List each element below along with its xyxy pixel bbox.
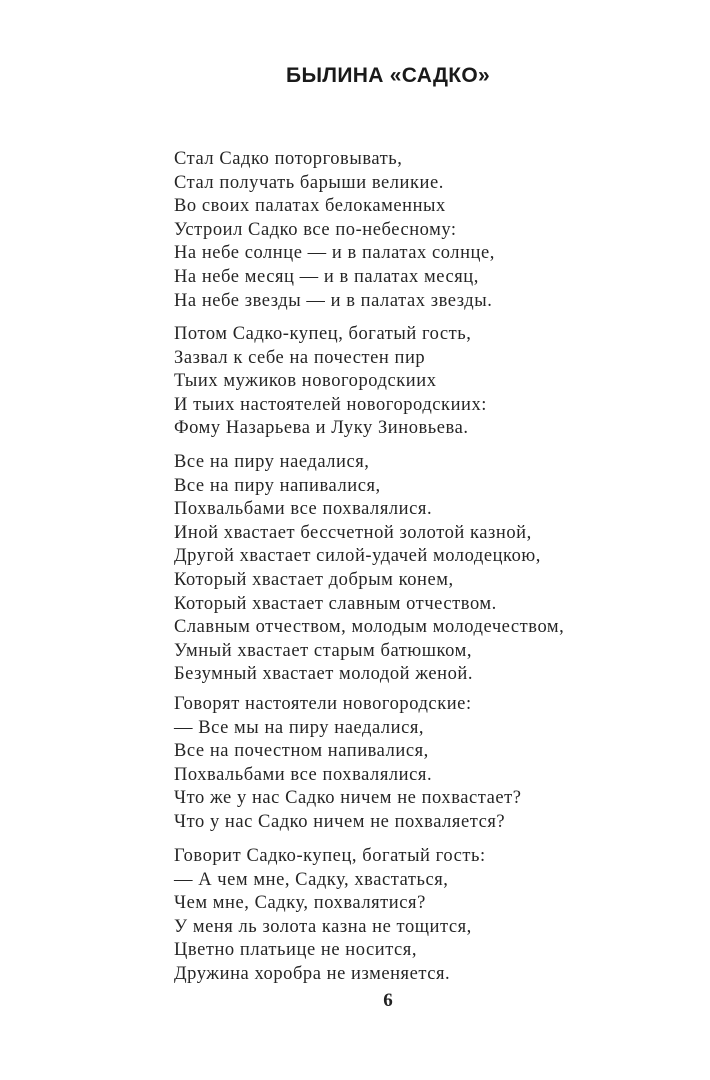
verse-line: Похвальбами все похвалялися. — [174, 764, 433, 785]
verse-line: Похвальбами все похвалялися. — [174, 499, 433, 520]
verse-line: — А чем мне, Садку, хвастаться, — [174, 869, 449, 890]
verse-line: На небе месяц — и в палатах месяц, — [174, 266, 479, 287]
verse-line: Зазвал к себе на почестен пир — [174, 347, 426, 368]
verse-line: Другой хвастает силой-удачей молодецкою, — [174, 546, 541, 567]
stanza-3 — [174, 451, 564, 687]
verse-line: Чем мне, Садку, похвалятися? — [174, 893, 426, 914]
verse-line: Говорят настоятели новогородские: — [174, 694, 472, 714]
verse-line: Стал Садко поторговывать, — [174, 149, 403, 169]
stanza-2 — [174, 323, 487, 441]
verse-line: Что у нас Садко ничем не похваляется? — [174, 811, 506, 832]
verse-line: Устроил Садко все по-небесному: — [174, 219, 457, 240]
verse-line: Иной хвастает бессчетной золотой казной, — [174, 522, 532, 543]
verse-line: На небе солнце — и в палатах солнце, — [174, 243, 495, 264]
verse-line: Все на пиру напивалися, — [174, 475, 381, 496]
verse-line: Тыих мужиков новогородскиих — [174, 371, 437, 392]
verse-line: — Все мы на пиру наедалися, — [174, 717, 425, 738]
page-title: БЫЛИНА «САДКО» — [286, 64, 490, 87]
verse-line: Во своих палатах белокаменных — [174, 196, 446, 217]
verse-line: Который хвастает славным отчеством. — [174, 593, 497, 614]
verse-line: Фому Назарьева и Луку Зиновьева. — [174, 418, 469, 439]
verse-line: И тыих настоятелей новогородскиих: — [174, 394, 487, 415]
verse-line: На небе звезды — и в палатах звезды. — [174, 290, 493, 311]
stanza-4 — [174, 693, 522, 835]
verse-line: У меня ль золота казна не тощится, — [174, 916, 472, 937]
verse-line: Все на почестном напивалися, — [174, 741, 429, 762]
verse-line: Стал получать барыши великие. — [174, 172, 444, 193]
verse-line: Безумный хвастает молодой женой. — [174, 664, 474, 685]
verse-line: Цветно платьице не носится, — [174, 940, 418, 961]
stanza-5 — [174, 845, 486, 987]
stanza-1 — [174, 148, 495, 313]
verse-line: Потом Садко-купец, богатый гость, — [174, 324, 472, 344]
verse-line: Все на пиру наедалися, — [174, 452, 370, 472]
verse-line: Который хвастает добрым конем, — [174, 569, 454, 590]
verse-line: Говорит Садко-купец, богатый гость: — [174, 846, 486, 866]
page-number: 6 — [383, 990, 393, 1011]
verse-line: Дружина хоробра не изменяется. — [174, 963, 451, 984]
verse-line: Что же у нас Садко ничем не похвастает? — [174, 788, 522, 809]
verse-line: Славным отчеством, молодым молодечеством, — [174, 617, 565, 638]
verse-line: Умный хвастает старым батюшком, — [174, 640, 473, 661]
